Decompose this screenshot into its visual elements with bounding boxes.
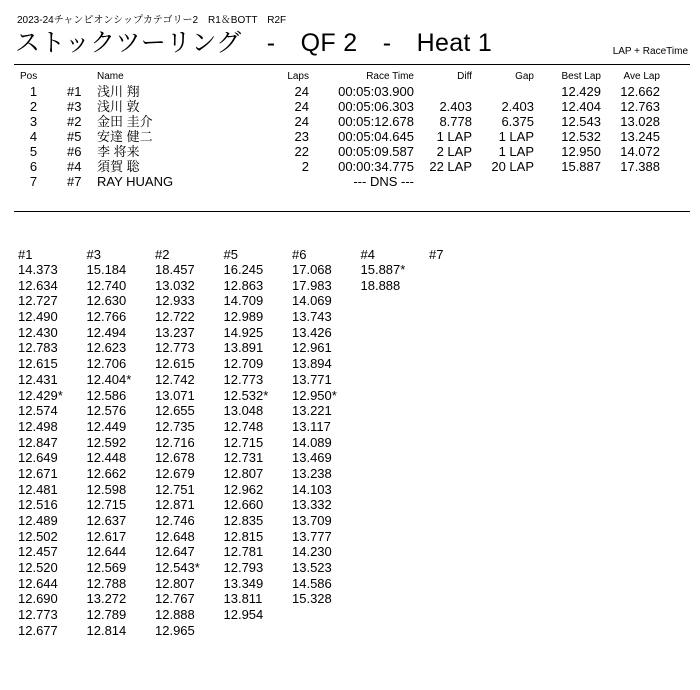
cell-ave-lap: 14.072 [620,144,660,159]
lap-time: 15.328 [292,591,332,607]
lap-time: 13.238 [292,465,332,481]
cell-ave-lap: 12.763 [620,99,660,114]
cell-gap: 2.403 [501,99,534,114]
lap-time: 17.068 [292,262,332,277]
cell-name: 須賀 聡 [97,159,140,174]
cell-diff [414,84,472,99]
lap-times-table [18,247,498,639]
cell-best-lap: 12.404 [561,99,601,114]
cell-gap: 20 LAP [491,159,534,174]
lap-time: 18.888 [360,277,401,293]
cell-no: #7 [67,174,82,189]
cell-best-lap: 15.887 [561,159,601,174]
lap-time: 12.574 [18,403,58,419]
lap-time: 13.426 [292,324,332,340]
cell-laps: 24 [294,84,309,99]
lap-time: 12.807 [155,575,195,591]
cell-gap: 6.375 [501,114,534,129]
cell-best-lap: 12.543 [561,114,601,129]
results-table [0,70,660,189]
lap-time: 13.117 [292,418,331,434]
cell-ave-lap: 13.245 [620,129,660,144]
table-row [0,99,660,114]
lap-time: 14.709 [223,293,264,309]
lap-time: 12.773 [155,340,195,356]
lap-time: 12.532* [223,387,269,403]
lap-time: 12.706 [86,356,127,372]
lap-time: 12.429* [18,387,63,403]
lap-time: 12.660 [223,497,264,513]
lap-time: 12.655 [155,403,195,419]
lap-time: 12.498 [18,418,58,434]
cell-ave-lap: 12.662 [620,84,660,99]
lap-time: 12.766 [86,309,127,325]
lap-time: 12.502 [18,528,58,544]
lap-time: 12.457 [18,544,58,560]
col-laps: Laps [287,71,309,82]
lap-time: 12.727 [18,293,58,309]
lap-time: 14.586 [292,575,332,591]
cell-ave-lap [601,174,660,189]
lap-time: 12.731 [223,450,264,466]
lap-column [18,247,87,639]
bottom-rule [14,211,690,212]
lap-time: 18.457 [155,262,195,277]
lap-time: 14.230 [292,544,332,560]
cell-laps: 24 [294,99,309,114]
cell-diff: 22 LAP [429,159,472,174]
table-row-dns [0,174,660,189]
col-diff: Diff [457,71,472,82]
lap-time: 12.648 [155,528,195,544]
lap-time: 13.811 [223,591,263,607]
lap-time: 13.777 [292,528,332,544]
cell-laps [265,174,309,189]
lap-time: 12.615 [18,356,58,372]
cell-laps: 24 [294,114,309,129]
lap-time: 13.349 [223,575,264,591]
lap-time: 12.793 [223,560,264,576]
lap-time: 13.221 [292,403,332,419]
cell-laps: 2 [301,159,309,174]
lap-time: 13.891 [223,340,264,356]
lap-column-car-number: #5 [223,247,238,262]
lap-time: 12.662 [86,465,127,481]
lap-time: 13.032 [155,277,195,293]
cell-best-lap [534,174,601,189]
cell-ave-lap: 13.028 [620,114,660,129]
cell-no: #6 [67,144,82,159]
lap-time: 12.789 [86,607,127,623]
cell-no: #3 [67,99,82,114]
cell-pos: 3 [29,114,38,129]
series-line: 2023-24チャンピオンシップカテゴリー2 R1＆BOTT R2F [17,15,287,26]
results-header-row [0,70,660,84]
lap-time: 13.237 [155,324,195,340]
lap-time: 12.954 [223,607,264,623]
lap-time: 12.489 [18,513,58,528]
lap-time: 12.494 [86,324,127,340]
lap-time: 16.245 [223,262,264,277]
lap-time: 12.863 [223,277,264,293]
lap-time: 12.781 [223,544,264,560]
cell-race-time: 00:05:03.900 [338,84,414,99]
lap-time: 15.887* [360,262,406,277]
lap-time: 12.630 [86,293,127,309]
lap-time: 14.373 [18,262,58,277]
lap-time: 12.715 [86,497,127,513]
cell-no: #4 [67,159,82,174]
lap-time: 13.709 [292,513,332,528]
lap-column [292,247,361,639]
lap-time: 13.771 [292,371,332,387]
lap-time: 12.520 [18,560,58,576]
lap-time: 12.690 [18,591,58,607]
lap-column [224,247,293,639]
lap-time: 12.814 [86,622,127,638]
lap-time: 12.617 [86,528,127,544]
cell-best-lap: 12.429 [561,84,601,99]
lap-time: 12.962 [223,481,264,497]
lap-time: 12.677 [18,622,58,638]
table-row [0,114,660,129]
cell-race-time: 00:00:34.775 [338,159,414,174]
cell-race-time: 00:05:06.303 [338,99,414,114]
lap-time: 12.481 [18,481,58,497]
lap-time: 12.888 [155,607,195,623]
lap-time: 12.431 [18,371,58,387]
lap-column-car-number: #6 [292,247,307,262]
lap-time: 12.644 [86,544,127,560]
lap-time: 12.615 [155,356,195,372]
col-name: Name [97,71,124,82]
cell-diff [414,174,472,189]
lap-time: 12.783 [18,340,58,356]
lap-column-car-number: #2 [155,247,170,262]
cell-name: 安達 健二 [97,129,153,144]
lap-time: 12.634 [18,277,58,293]
cell-gap: 1 LAP [498,129,534,144]
lap-time: 12.623 [86,340,127,356]
lap-racetime-label: LAP + RaceTime [612,46,688,57]
cell-diff: 1 LAP [436,129,472,144]
lap-time: 12.647 [155,544,195,560]
page-title: ストックツーリング - QF 2 - Heat 1 [15,29,493,57]
lap-time: 12.742 [155,371,195,387]
lap-time: 13.071 [155,387,195,403]
lap-column [155,247,224,639]
col-ave-lap: Ave Lap [623,71,660,82]
cell-diff: 8.778 [439,114,472,129]
lap-time: 12.847 [18,434,58,450]
lap-time: 12.716 [155,434,195,450]
lap-time: 12.746 [155,513,195,528]
lap-time: 12.961 [292,340,332,356]
cell-name: 浅川 翔 [97,84,140,99]
lap-time: 12.490 [18,309,58,325]
top-rule [14,64,690,65]
lap-time: 12.649 [18,450,58,466]
lap-time: 12.569 [86,560,127,576]
lap-time: 12.835 [223,513,264,528]
lap-time: 14.925 [223,324,264,340]
cell-laps: 23 [294,129,309,144]
lap-time: 12.543* [155,560,200,576]
lap-time: 12.715 [223,434,264,450]
col-race-time: Race Time [366,71,414,82]
lap-column [429,247,498,639]
lap-time: 12.448 [86,450,127,466]
lap-time: 12.788 [86,575,127,591]
col-no [67,70,97,84]
cell-best-lap: 12.950 [561,144,601,159]
cell-pos: 5 [29,144,38,159]
cell-name: 李 将来 [97,144,140,159]
lap-time: 13.332 [292,497,332,513]
lap-time: 13.743 [292,309,332,325]
cell-no: #1 [67,84,82,99]
lap-time: 13.523 [292,560,332,576]
lap-time: 12.989 [223,309,264,325]
lap-time: 12.430 [18,324,58,340]
cell-gap [472,174,534,189]
lap-time: 13.894 [292,356,332,372]
col-gap: Gap [515,71,534,82]
cell-no: #2 [67,114,82,129]
col-pos: Pos [20,71,38,82]
lap-time: 13.469 [292,450,332,466]
lap-time: 12.751 [155,481,195,497]
lap-time: 12.965 [155,622,195,638]
lap-time: 12.598 [86,481,127,497]
lap-time: 14.069 [292,293,332,309]
cell-pos: 2 [29,99,38,114]
lap-time: 12.748 [223,418,264,434]
cell-race-time: 00:05:12.678 [338,114,414,129]
lap-time: 12.807 [223,465,264,481]
cell-pos: 6 [29,159,38,174]
cell-name: 浅川 敦 [97,99,140,114]
lap-time: 12.740 [86,277,127,293]
cell-name: RAY HUANG [97,174,174,189]
lap-column-car-number: #1 [18,247,33,262]
lap-time: 12.516 [18,497,58,513]
cell-name: 金田 圭介 [97,114,153,129]
lap-time: 12.773 [223,371,264,387]
lap-column [87,247,156,639]
lap-time: 12.709 [223,356,264,372]
lap-time: 12.950* [292,387,337,403]
lap-time: 12.449 [86,418,127,434]
table-row [0,129,660,144]
cell-pos: 4 [29,129,38,144]
lap-time: 12.404* [86,371,132,387]
dns-status: --- DNS --- [353,174,414,189]
lap-time: 12.644 [18,575,58,591]
lap-time: 12.637 [86,513,127,528]
lap-time: 12.722 [155,309,195,325]
lap-time: 13.272 [86,591,127,607]
lap-time: 17.983 [292,277,332,293]
lap-time: 12.735 [155,418,195,434]
lap-column-car-number: #4 [360,247,375,262]
lap-column [361,247,430,639]
lap-column-car-number: #7 [429,247,444,262]
lap-time: 12.678 [155,450,195,466]
cell-ave-lap: 17.388 [620,159,660,174]
cell-best-lap: 12.532 [561,129,601,144]
lap-time: 15.184 [86,262,127,277]
cell-pos: 1 [29,84,38,99]
lap-time: 12.679 [155,465,195,481]
lap-time: 12.773 [18,607,58,623]
lap-time: 12.815 [223,528,264,544]
cell-no: #5 [67,129,82,144]
lap-time: 12.871 [155,497,195,513]
cell-race-time: 00:05:09.587 [338,144,414,159]
cell-diff: 2 LAP [436,144,472,159]
cell-laps: 22 [294,144,309,159]
lap-time: 14.103 [292,481,332,497]
lap-column-car-number: #3 [86,247,101,262]
cell-gap [472,84,534,99]
lap-time: 12.576 [86,403,127,419]
cell-pos: 7 [29,174,38,189]
lap-time: 12.671 [18,465,58,481]
cell-diff: 2.403 [439,99,472,114]
lap-time: 12.767 [155,591,195,607]
table-row [0,144,660,159]
table-row [0,84,660,99]
cell-race-time: 00:05:04.645 [338,129,414,144]
lap-time: 12.592 [86,434,127,450]
lap-time: 12.933 [155,293,195,309]
lap-time: 12.586 [86,387,127,403]
col-best-lap: Best Lap [561,71,601,82]
cell-gap: 1 LAP [498,144,534,159]
lap-time: 14.089 [292,434,332,450]
table-row [0,159,660,174]
lap-time: 13.048 [223,403,264,419]
